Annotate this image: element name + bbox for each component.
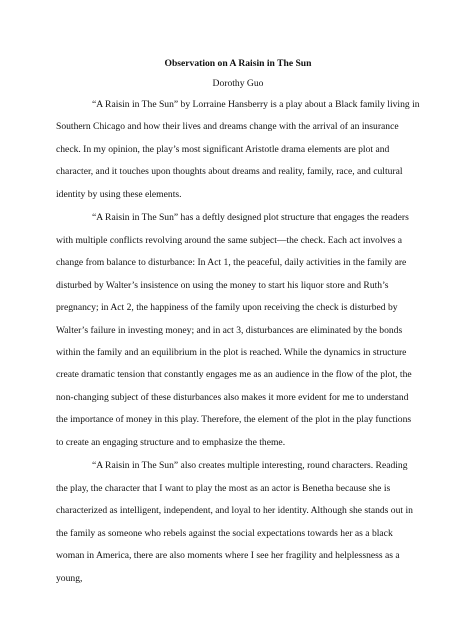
paragraph-2: “A Raisin in The Sun” has a deftly designed plot structure that engages the readers with multiple conflicts revolving around the same subject—the check. Each act involves a change from balance to disturbance: In Act 1, the peaceful, daily activities in the family are disturbed by Walter’s insistence on using the money to start his liquor store and Ruth’s pregnancy; in Act 2, the happiness of the family upon receiving the check is disturbed by Walter’s failure in investing money; and in act 3, disturbances are eliminated by the bonds within the family and an equilibrium in the plot is reached. While the dynamics in structure create dramatic tension that constantly engages me as an audience in the flow of the plot, the non-changing subject of these disturbances also makes it more evident for me to understand the importance of money in this play. Therefore, the element of the plot in the play functions to create an engaging structure and to emphasize the theme. <box>56 212 412 448</box>
paragraph-1: “A Raisin in The Sun” by Lorraine Hansberry is a play about a Black family living in Southern Chicago and how their lives and dreams change with the arrival of an insurance check. In my opinion, the play’s most significant Aristotle drama elements are plot and character, and it touches upon thoughts about dreams and reality, family, race, and cultural identity by using these elements. <box>56 99 420 200</box>
document-body <box>56 94 420 590</box>
paragraph-3: “A Raisin in The Sun” also creates multiple interesting, round characters. Reading the play, the character that I want to play the most as an actor is Benetha because she is characterized as intelligent, independent, and loyal to her identity. Although she stands out in the family as someone who rebels against the social expectations towards her as a black woman in America, there are also moments where I see her fragility and helplessness as a young, <box>56 460 413 584</box>
document-content <box>56 57 420 590</box>
document-title: Observation on A Raisin in The Sun <box>164 58 312 69</box>
document-author: Dorothy Guo <box>212 78 264 89</box>
